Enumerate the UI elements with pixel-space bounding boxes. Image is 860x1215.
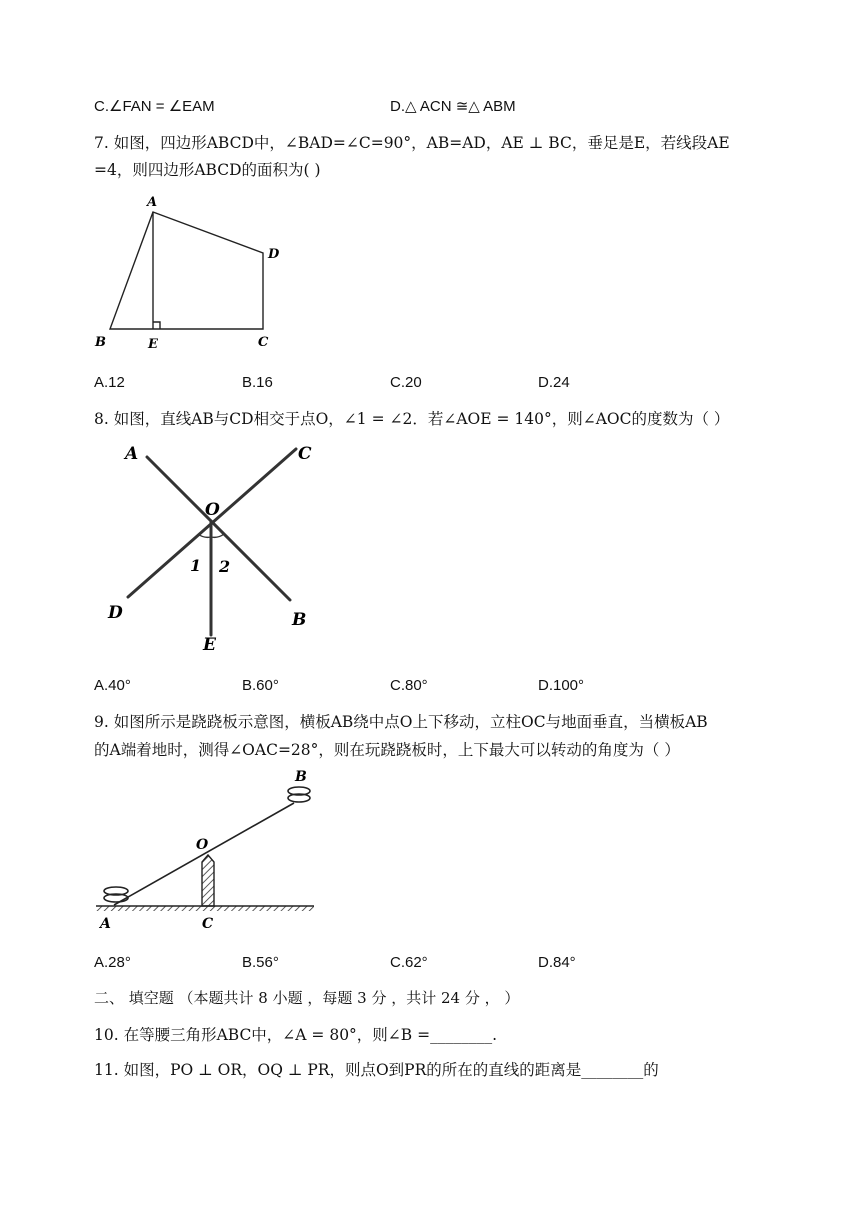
q8-label-b: B bbox=[292, 610, 307, 630]
q7-option-c: C.20 bbox=[390, 374, 422, 391]
q8-angle-1-arc bbox=[198, 534, 211, 537]
q8-line-ab bbox=[147, 457, 290, 600]
q8-label-c: C bbox=[298, 444, 312, 464]
q9-option-c: C.62° bbox=[390, 954, 428, 971]
q8-label-d: D bbox=[108, 603, 123, 623]
q8-label-1: 1 bbox=[190, 556, 202, 575]
q7-right-angle-mark bbox=[153, 322, 160, 329]
q9-option-a: A.28° bbox=[94, 954, 131, 971]
q9-label-b: B bbox=[295, 769, 307, 785]
q8-stem-line1: 8. 如图，直线AB与CD相交于点O，∠1 = ∠2．若∠AOE = 140°，则∠AOC的度数为（ ） bbox=[94, 410, 730, 428]
q9-stem-line1: 9. 如图所示是跷跷板示意图，横板AB绕中点O上下移动，立柱OC与地面垂直，当横板AB bbox=[94, 713, 708, 731]
q6-option-d: D.△ ACN ≅△ ABM bbox=[390, 98, 516, 115]
q7-option-d: D.24 bbox=[538, 374, 570, 391]
q9-option-b: B.56° bbox=[242, 954, 279, 971]
q9-stem-line2: 的A端着地时，测得∠OAC=28°，则在玩跷跷板时，上下最大可以转动的角度为（ ） bbox=[94, 741, 680, 759]
q9-seat-b bbox=[288, 787, 310, 802]
q7-stem-line2: =4，则四边形ABCD的面积为( ) bbox=[94, 161, 321, 179]
q9-label-c: C bbox=[202, 916, 214, 932]
q6-option-c: C.∠FAN = ∠EAM bbox=[94, 98, 215, 115]
q9-label-a: A bbox=[100, 916, 111, 932]
q7-option-a: A.12 bbox=[94, 374, 125, 391]
q7-label-a: A bbox=[147, 195, 158, 210]
q8-angle-2-arc bbox=[211, 534, 224, 537]
q7-label-b: B bbox=[95, 335, 106, 350]
q7-figure bbox=[90, 188, 320, 358]
q8-label-e: E bbox=[203, 635, 216, 655]
q8-figure bbox=[100, 435, 330, 660]
q7-label-c: C bbox=[258, 335, 269, 350]
q8-label-2: 2 bbox=[219, 557, 231, 576]
q9-label-o: O bbox=[196, 837, 209, 853]
q8-label-a: A bbox=[125, 444, 139, 464]
q8-option-c: C.80° bbox=[390, 677, 428, 694]
q7-label-e: E bbox=[148, 337, 158, 352]
q8-option-d: D.100° bbox=[538, 677, 585, 694]
section2-heading: 二、 填空题 （本题共计 8 小题 ，每题 3 分 ，共计 24 分 ， ） bbox=[94, 989, 520, 1007]
q7-label-d: D bbox=[268, 247, 280, 262]
q8-option-b: B.60° bbox=[242, 677, 279, 694]
q9-pillar-oc bbox=[202, 855, 214, 906]
q11-stem: 11. 如图，PO ⊥ OR，OQ ⊥ PR，则点O到PR的所在的直线的距离是________的 bbox=[94, 1061, 659, 1079]
q7-option-b: B.16 bbox=[242, 374, 273, 391]
q8-label-o: O bbox=[205, 500, 220, 520]
q10-stem: 10. 在等腰三角形ABC中，∠A = 80°，则∠B =________. bbox=[94, 1026, 498, 1044]
q9-option-d: D.84° bbox=[538, 954, 576, 971]
q8-option-a: A.40° bbox=[94, 677, 131, 694]
q9-figure bbox=[94, 765, 319, 940]
q7-quadrilateral bbox=[110, 212, 263, 329]
q7-stem-line1: 7. 如图，四边形ABCD中，∠BAD=∠C=90°，AB=AD，AE ⊥ BC，垂足是E，若线段AE bbox=[94, 134, 730, 152]
